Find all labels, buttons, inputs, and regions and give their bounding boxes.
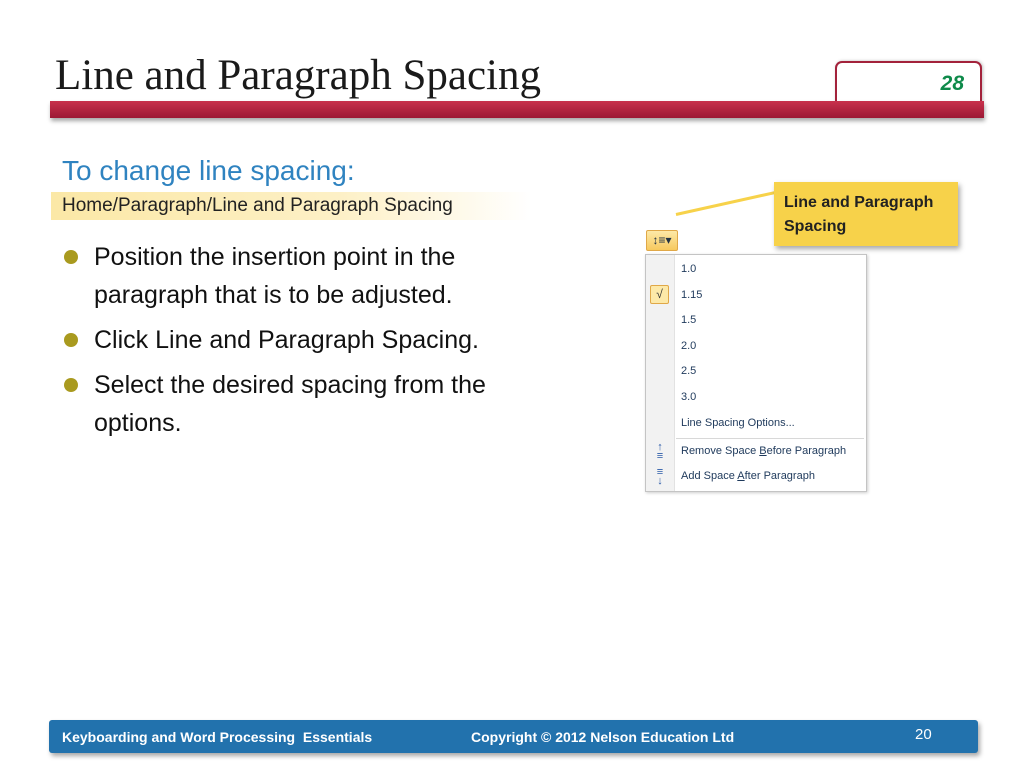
add-space-after-icon: ≡ ↓ — [656, 466, 664, 487]
remove-space-before-icon: ↑ ≡ — [656, 441, 664, 462]
chapter-page-tab — [835, 61, 982, 103]
bullet-dot — [64, 250, 78, 264]
menu-path: Home/Paragraph/Line and Paragraph Spacing — [51, 192, 531, 220]
footer-copyright: Copyright © 2012 Nelson Education Ltd — [471, 729, 735, 745]
line-spacing-menu — [645, 254, 867, 492]
menu-item-remove-space-before[interactable]: Remove Space Before Paragraph — [681, 445, 847, 457]
line-spacing-button[interactable] — [646, 230, 678, 251]
bullet-text: Select the desired spacing from the options. — [94, 371, 486, 437]
bullet-text: Click Line and Paragraph Spacing. — [94, 326, 479, 354]
bullet-dot — [64, 333, 78, 347]
menu-separator — [676, 438, 864, 439]
bullet-item — [62, 321, 507, 359]
menu-item-line-spacing-options[interactable]: Line Spacing Options... — [681, 417, 795, 429]
menu-item-2-0[interactable]: 2.0 — [681, 340, 697, 352]
callout-box: Line and Paragraph Spacing — [774, 182, 958, 246]
bullet-item — [62, 366, 507, 442]
line-spacing-icon: ↕≡▾ — [652, 233, 672, 247]
callout-leader-line — [676, 191, 776, 216]
bullet-list — [62, 238, 507, 449]
title-underline-bar — [50, 101, 984, 118]
bullet-dot — [64, 378, 78, 392]
footer-course-title: Keyboarding and Word Processing Essentials — [62, 729, 373, 745]
checkmark-icon: √ — [650, 285, 669, 304]
menu-item-add-space-after[interactable]: Add Space After Paragraph — [681, 470, 815, 482]
menu-item-3-0[interactable]: 3.0 — [681, 391, 697, 403]
slide-title: Line and Paragraph Spacing — [55, 52, 541, 99]
menu-item-1-15[interactable]: 1.15 — [681, 289, 703, 301]
chapter-page-number: 28 — [940, 72, 964, 95]
bullet-item — [62, 238, 507, 314]
menu-item-1-0[interactable]: 1.0 — [681, 263, 697, 275]
slide-number: 20 — [915, 726, 932, 743]
menu-item-1-5[interactable]: 1.5 — [681, 314, 697, 326]
subheading: To change line spacing: — [62, 155, 355, 186]
footer-bar — [49, 720, 978, 753]
bullet-text: Position the insertion point in the paragraph that is to be adjusted. — [94, 243, 456, 309]
menu-item-2-5[interactable]: 2.5 — [681, 365, 697, 377]
